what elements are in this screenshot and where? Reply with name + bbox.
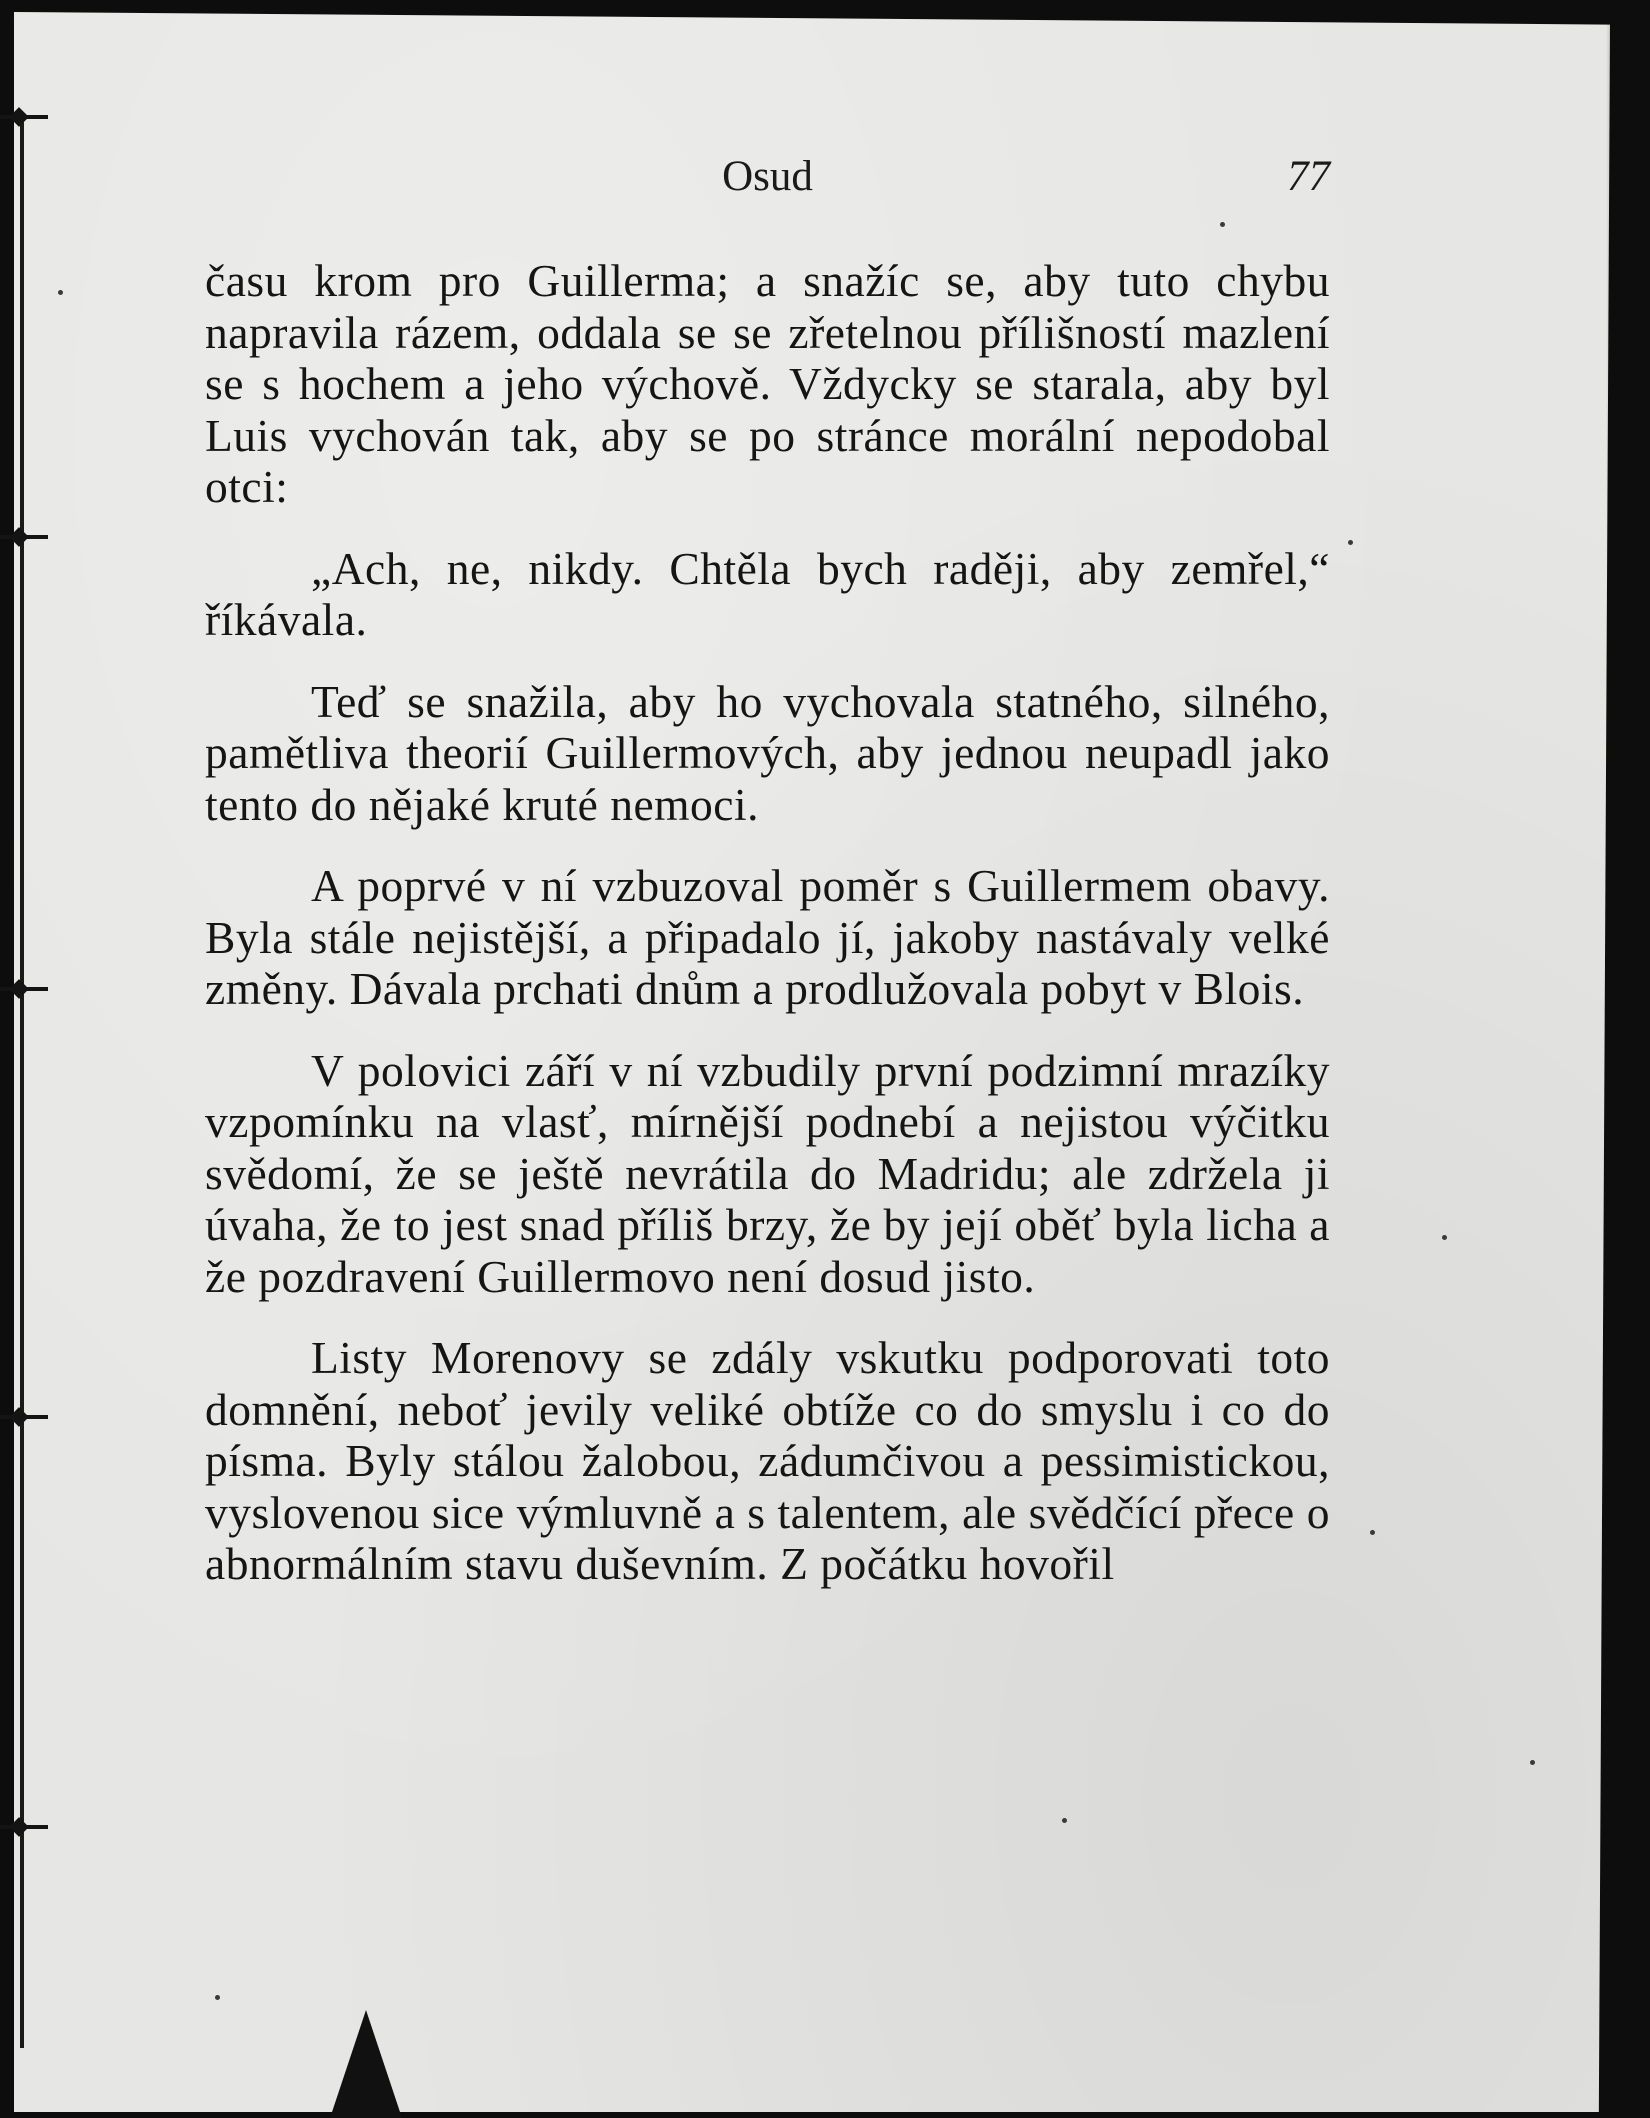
paragraph: V polovici září v ní vzbudily první podzimní mrazíky vzpomínku na vlasť, mírnější podnebí a nejistou výčitku svědomí, že se ještě nevrátila do Madridu; ale zdržela ji úvaha, že to jest snad příliš brzy, že by její oběť byla licha a že pozdravení Guillermovo není dosud jisto. <box>205 1044 1330 1302</box>
corner-mark <box>330 2010 402 2118</box>
dust-speck <box>1062 1818 1067 1823</box>
paragraph: času krom pro Guillerma; a snažíc se, aby tuto chybu napravila rázem, oddala se se zřetelnou přílišností mazlení se s hochem a jeho výchově. Vždycky se starala, aby byl Luis vychován tak, aby se po stránce morální nepodobal otci: <box>205 255 1330 512</box>
page-header <box>205 152 1330 212</box>
binding-edge <box>20 118 24 2048</box>
paragraph: „Ach, ne, nikdy. Chtěla bych raději, aby zemřel,“ říkávala. <box>205 542 1330 645</box>
body-text <box>205 255 1330 1620</box>
page-edge-shadow <box>1606 0 1650 2118</box>
dust-speck <box>58 290 63 295</box>
binding-stitch <box>0 1410 48 1424</box>
dust-speck <box>1442 1235 1447 1240</box>
binding-stitch <box>0 1820 48 1834</box>
binding-stitch <box>0 110 48 124</box>
paragraph: Listy Morenovy se zdály vskutku podporovati toto domnění, neboť jevily veliké obtíže co do smyslu i co do písma. Byly stálou žalobou, zádumčivou a pessimistickou, vyslovenou sice výmluvně a s talentem, ale svědčící přece o abnormálním stavu duševním. Z počátku hovořil <box>205 1332 1330 1589</box>
dust-speck <box>1348 540 1353 545</box>
paragraph: A poprvé v ní vzbuzoval poměr s Guillermem obavy. Byla stále nejistější, a připadalo jí, jakoby nastávaly velké změny. Dávala prchati dnům a prodlužovala pobyt v Blois. <box>205 860 1330 1014</box>
dust-speck <box>215 1995 220 2000</box>
binding-stitch <box>0 982 48 996</box>
dust-speck <box>1370 1530 1375 1535</box>
running-title: Osud <box>722 153 813 200</box>
paragraph: Teď se snažila, aby ho vychovala statného, silného, pamětliva theorií Guillermových, aby jednou neupadl jako tento do nějaké kruté nemoci. <box>205 675 1330 830</box>
binding-stitch <box>0 530 48 544</box>
page-number: 77 <box>1287 153 1330 200</box>
dust-speck <box>1220 222 1225 227</box>
dust-speck <box>1530 1760 1535 1765</box>
